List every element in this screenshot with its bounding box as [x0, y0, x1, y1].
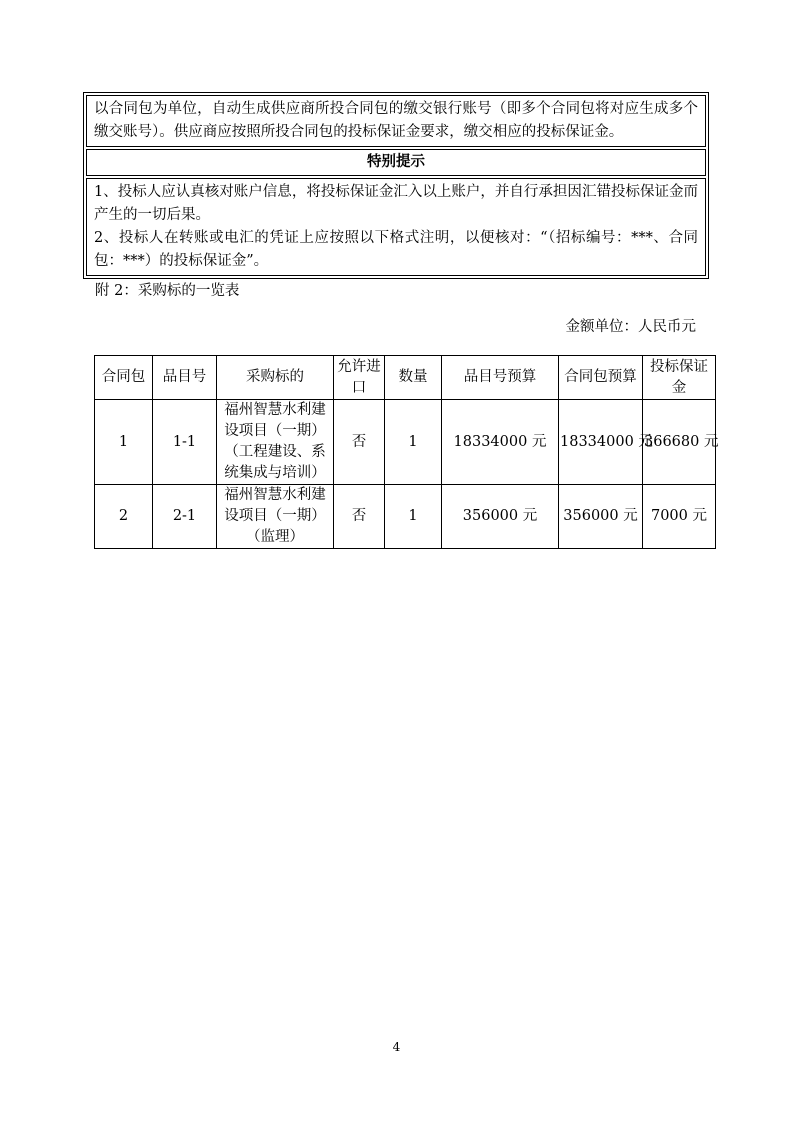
- notice-intro-cell: [86, 95, 706, 147]
- table-row: [95, 400, 716, 485]
- header-item-no: 品目号: [153, 356, 217, 400]
- annex-title: 附 2：采购标的一览表: [95, 283, 240, 299]
- header-package: 合同包: [95, 356, 153, 400]
- header-item-budget: 品目号预算: [442, 356, 559, 400]
- special-tips-cell: [86, 178, 706, 276]
- cell-subject: 福州智慧水利建设项目（一期）（工程建设、系统集成与培训）: [217, 400, 334, 485]
- cell-item-budget: 356000 元: [442, 485, 559, 549]
- tip-2: 2、投标人在转账或电汇的凭证上应按照以下格式注明，以便核对：“（招标编号：***、合同包：***）的投标保证金”。: [94, 230, 698, 269]
- cell-package-budget: 18334000 元: [559, 400, 643, 485]
- cell-item-budget: 18334000 元: [442, 400, 559, 485]
- cell-package: 1: [95, 400, 153, 485]
- cell-import: 否: [334, 485, 385, 549]
- cell-package: 2: [95, 485, 153, 549]
- cell-item-no: 2-1: [153, 485, 217, 549]
- cell-quantity: 1: [385, 400, 442, 485]
- notice-intro: 以合同包为单位，自动生成供应商所投合同包的缴交银行账号（即多个合同包将对应生成多个缴交账号）。供应商应按照所投合同包的投标保证金要求，缴交相应的投标保证金。: [94, 101, 698, 140]
- header-package-budget: 合同包预算: [559, 356, 643, 400]
- procurement-table: [94, 355, 719, 549]
- table-row: [95, 485, 716, 549]
- currency-unit: 金额单位：人民币元: [565, 319, 696, 335]
- table-header-row: [95, 356, 716, 400]
- header-subject: 采购标的: [217, 356, 334, 400]
- page-number: 4: [392, 1040, 401, 1054]
- cell-deposit: 366680 元: [643, 400, 716, 485]
- cell-import: 否: [334, 400, 385, 485]
- notice-box: [83, 92, 709, 279]
- cell-package-budget: 356000 元: [559, 485, 643, 549]
- cell-quantity: 1: [385, 485, 442, 549]
- cell-subject: 福州智慧水利建设项目（一期）（监理）: [217, 485, 334, 549]
- header-quantity: 数量: [385, 356, 442, 400]
- special-heading: 特别提示: [86, 149, 706, 176]
- cell-deposit: 7000 元: [643, 485, 716, 549]
- header-deposit: 投标保证金: [643, 356, 716, 400]
- tip-1: 1、投标人应认真核对账户信息，将投标保证金汇入以上账户，并自行承担因汇错投标保证金而产生的一切后果。: [94, 184, 698, 223]
- cell-item-no: 1-1: [153, 400, 217, 485]
- header-import: 允许进口: [334, 356, 385, 400]
